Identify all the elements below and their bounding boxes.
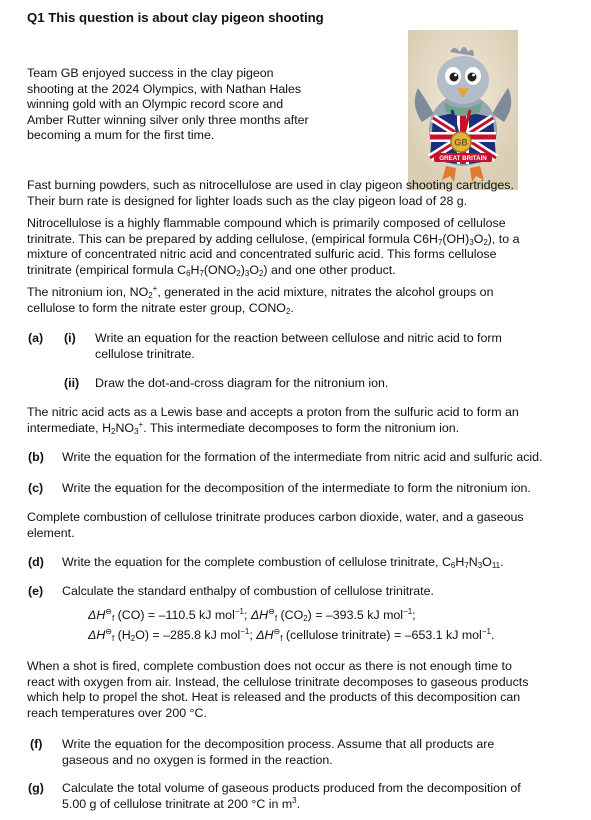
paragraph-line: The nitric acid acts as a Lewis base and accepts a proton from the sulfuric acid to form an [27, 405, 519, 419]
paragraph-line: reach temperatures over 200 °C. [27, 705, 207, 720]
paragraph-line: The nitronium ion, $NO_2^+$, generated in the acid mixture, nitrates the alcohol groups on [27, 284, 494, 300]
paragraph-line: mixture of concentrated nitric acid and concentrated sulfuric acid. This forms cellulose [27, 247, 497, 261]
question-e-text: Calculate the standard enthalpy of combustion of cellulose trinitrate. [62, 584, 434, 598]
question-label-b: (b) [28, 450, 44, 464]
paragraph-line: Nitrocellulose is a highly flammable compound which is primarily composed of cellulose [27, 216, 506, 230]
question-line: gaseous and no oxygen is formed in the reaction. [62, 752, 333, 767]
enthalpy-data-line-1: $\Delta H^⊖_f$ (CO) = –110.5 kJ mol$^{-1}$; $\Delta H^⊖_f$ $(CO_2) = -393.5$ kJ mol$^{-1}$; [88, 607, 416, 623]
lewis-paragraph [27, 405, 519, 436]
question-label-d: (d) [28, 555, 44, 569]
nitronium-paragraph [27, 285, 493, 316]
question-line: cellulose trinitrate. [95, 346, 195, 361]
question-line: 5.00 g of cellulose trinitrate at 200 °C in $m^3$. [62, 795, 301, 811]
medal-text: GB [454, 137, 468, 148]
paragraph-line: When a shot is fired, complete combustion does not occur as there is not enough time to [27, 659, 512, 673]
paragraph-line: Fast burning powders, such as nitrocellulose are used in clay pigeon shooting cartridges. [27, 178, 514, 192]
question-label-c: (c) [28, 481, 44, 495]
intro-line: Amber Rutter winning silver only three months after [27, 112, 309, 127]
question-line: Write the equation for the decomposition process. Assume that all products are [62, 737, 495, 751]
question-c-text: Write the equation for the decomposition of the intermediate to form the nitronium ion. [62, 481, 531, 495]
question-g-text [62, 781, 521, 812]
intro-line: shooting at the 2024 Olympics, with Nathan Hales [27, 81, 302, 96]
question-d-text: Write the equation for the complete combustion of cellulose trinitrate, $C_6H_7N_3O_{11}$. [62, 555, 504, 570]
question-line: Write an equation for the reaction between cellulose and nitric acid to form [95, 331, 502, 345]
combustion-paragraph [27, 510, 524, 541]
question-title: Q1 This question is about clay pigeon shooting [27, 10, 324, 25]
question-f-text [62, 737, 494, 768]
paragraph-line: trinitrate. This can be prepared by adding cellulose, (empirical formula $C6H_7(OH)_3O_2$), to a [27, 231, 520, 247]
intro-line: winning gold with an Olympic record score and [27, 97, 284, 111]
question-a-i-text [95, 331, 502, 362]
paragraph-line: cellulose to form the nitrate ester group, $CONO_2$. [27, 300, 294, 316]
question-label-a: (a) [28, 331, 44, 345]
nitrocellulose-paragraph [27, 216, 519, 278]
intro-line: becoming a mum for the first time. [27, 128, 215, 142]
intro-line: Team GB enjoyed success in the clay pigeon [27, 66, 274, 80]
shot-paragraph [27, 659, 528, 721]
question-label-g: (g) [28, 781, 44, 795]
paragraph-line: Their burn rate is designed for lighter loads such as the clay pigeon load of 28 g. [27, 193, 468, 208]
paragraph-line: intermediate, $H_2NO_3^+$. This intermediate decomposes to form the nitronium ion. [27, 419, 460, 436]
enthalpy-data-line-2: $\Delta H^⊖_f$ $(H_2O) = -285.8$ kJ mol$^{-1}$; $\Delta H^⊖_f$ (cellulose trinitrate) = –653.1 kJ mol$^{-1}$. [88, 627, 495, 643]
question-b-text: Write the equation for the formation of the intermediate from nitric acid and sulfuric acid. [62, 450, 543, 464]
paragraph-line: Complete combustion of cellulose trinitrate produces carbon dioxide, water, and a gaseous [27, 510, 524, 524]
sash-text: GREAT BRITAIN [439, 155, 487, 162]
fast-powders-paragraph [27, 178, 514, 209]
paragraph-line: trinitrate (empirical formula $C_6H_7(ONO_2)_3O_2$) and one other product. [27, 262, 396, 278]
paragraph-line: which help to propel the shot. Heat is released and the products of this decomposition can [27, 690, 521, 704]
paragraph-line: react with oxygen from air. Instead, the cellulose trinitrate decomposes to gaseous products [27, 674, 529, 689]
question-label-a-i: (i) [64, 331, 76, 345]
question-a-ii-text: Draw the dot-and-cross diagram for the nitronium ion. [95, 376, 389, 390]
question-label-a-ii: (ii) [64, 376, 80, 390]
paragraph-line: element. [27, 525, 75, 540]
intro-paragraph [27, 66, 309, 144]
question-label-e: (e) [28, 584, 44, 598]
question-line: Calculate the total volume of gaseous products produced from the decomposition of [62, 781, 521, 795]
question-label-f: (f) [30, 737, 43, 751]
pigeon-mascot-image [408, 30, 518, 190]
